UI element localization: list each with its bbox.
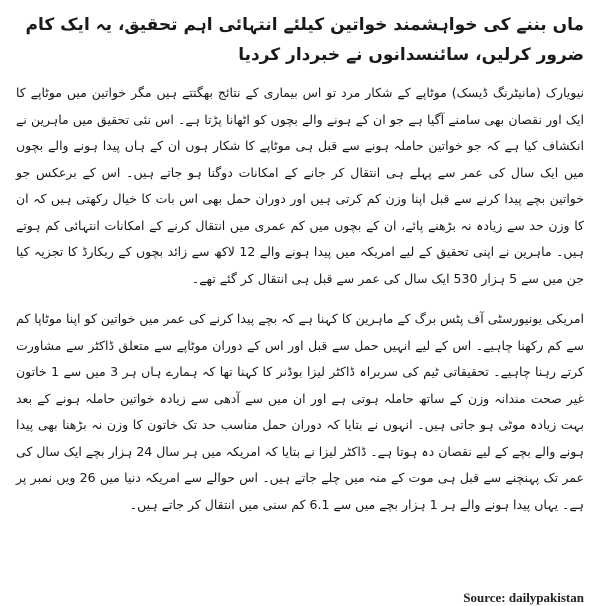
- article-headline: ماں بننے کی خواہشمند خواتین کیلئے انتہائی اہم تحقیق، یہ ایک کام ضرور کرلیں، سائنسدانوں نے خبردار کردیا: [25, 15, 584, 65]
- source-credit: Source: dailypakistan: [463, 590, 584, 605]
- article-paragraph-2: امریکی یونیورسٹی آف پٹس برگ کے ماہرین کا کہنا ہے کہ بچے پیدا کرنے کی عمر میں خواتین کو اپنا موٹاپا کم سے کم رکھنا چاہیے۔ اس کے لیے انہیں حمل سے قبل اور اس کے دوران موٹاپے سے متعلق ڈاکٹر سے مشاورت کرتے رہنا چاہیے۔ تحقیقاتی ٹیم کی سربراہ ڈاکٹر لیزا بوڈنر کا کہنا تھا کہ ہمارے ہاں ہر 3 میں سے 1 خاتون غیر صحت مندانہ وزن کے ساتھ حاملہ ہوتی ہے اور ان میں سے آدھی سے زیادہ خواتین حاملہ ہونے کے بعد بہت زیادہ موٹی ہو جاتی ہیں۔ انہوں نے بتایا کہ دوران حمل مناسب حد تک خاتون کا وزن نہ بڑھنا بھی پیدا ہونے والے بچے کے لیے نقصان دہ ہوتا ہے۔ ڈاکٹر لیزا نے بتایا کہ امریکہ میں ہر سال 24 ہزار بچے ایک سال کی عمر تک پہنچنے سے قبل ہی موت کے منہ میں چلے جاتے ہیں۔ اس حوالے سے امریکہ دنیا میں 26 ویں نمبر پر ہے۔ یہاں پیدا ہونے والے ہر 1 ہزار بچے میں سے 6.1 کم سنی میں انتقال کر جاتے ہیں۔: [16, 311, 585, 512]
- article-paragraph-1: نیویارک (مانیٹرنگ ڈیسک) موٹاپے کے شکار مرد تو اس بیماری کے نتائج بھگتتے ہیں مگر خواتین میں موٹاپے کا ایک اور نقصان بھی سامنے آگیا ہے جو ان کے ہونے والے بچوں کو اٹھانا پڑتا ہے۔ اس نئی تحقیق میں ماہرین نے انکشاف کیا ہے کہ جو خواتین حاملہ ہونے سے قبل ہی موٹاپے کا شکار ہوں ان کے ہاں پیدا ہونے والے بچوں میں ایک سال کی عمر سے پہلے ہی انتقال کر جانے کے امکانات دوگنا ہو جاتے ہیں۔ اس کے برعکس جو خواتین بچے پیدا کرنے سے قبل اپنا وزن کم کرتی ہیں اور دوران حمل بھی اس بات کا خیال رکھتی ہیں کہ ان کا وزن حد سے زیادہ نہ بڑھنے پائے، ان کے بچوں میں کم عمری میں انتقال کرنے کے امکانات انتہائی کم ہوتے ہیں۔ ماہرین نے اپنی تحقیق کے لیے امریکہ میں پیدا ہونے والے 12 لاکھ سے زائد بچوں کے ریکارڈ کا تجزیہ کیا جن میں سے 5 ہزار 530 ایک سال کی عمر سے قبل ہی انتقال کر گئے تھے۔: [16, 85, 585, 286]
